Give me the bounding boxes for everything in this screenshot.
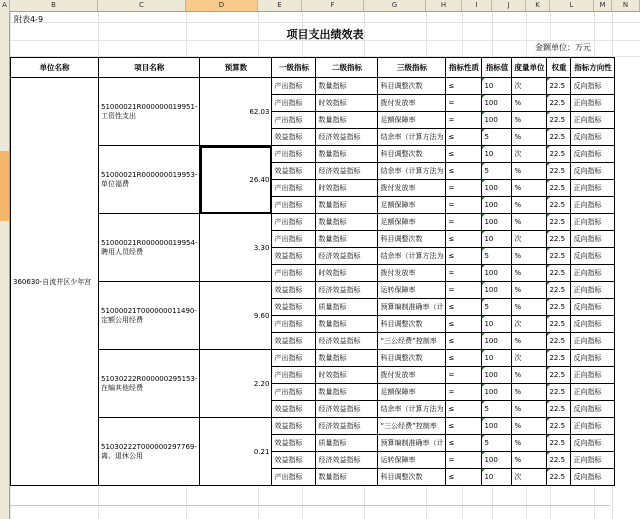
- direction-cell[interactable]: 反向指标: [571, 469, 615, 486]
- level1-cell[interactable]: 产出指标: [272, 316, 316, 333]
- nature-cell[interactable]: =: [446, 95, 482, 112]
- level3-cell[interactable]: 运转保障率: [378, 282, 446, 299]
- level3-cell[interactable]: “三公经费”控制率: [378, 418, 446, 435]
- header-value[interactable]: 指标值: [482, 58, 512, 78]
- weight-cell[interactable]: 22.5: [547, 452, 571, 469]
- measure-unit-cell[interactable]: 次: [512, 469, 547, 486]
- direction-cell[interactable]: 正向指标: [571, 95, 615, 112]
- level3-cell[interactable]: 运转保障率: [378, 452, 446, 469]
- level2-cell[interactable]: 经济效益指标: [316, 248, 378, 265]
- level2-cell[interactable]: 数量指标: [316, 197, 378, 214]
- nature-cell[interactable]: ≤: [446, 129, 482, 146]
- level3-cell[interactable]: 结余率（计算方法为: [378, 163, 446, 180]
- weight-cell[interactable]: 22.5: [547, 214, 571, 231]
- level2-cell[interactable]: 经济效益指标: [316, 129, 378, 146]
- weight-cell[interactable]: 22.5: [547, 384, 571, 401]
- nature-cell[interactable]: =: [446, 384, 482, 401]
- attachment-label: 附表4-9: [14, 15, 44, 24]
- direction-cell[interactable]: 反向指标: [571, 78, 615, 95]
- project-name-cell[interactable]: 51030222R000000295153-在编其他经费: [99, 350, 200, 418]
- level1-cell[interactable]: 效益指标: [272, 282, 316, 299]
- weight-cell[interactable]: 22.5: [547, 112, 571, 129]
- level2-cell[interactable]: 数量指标: [316, 231, 378, 248]
- nature-cell[interactable]: ≤: [446, 78, 482, 95]
- value-cell[interactable]: 10: [482, 146, 512, 163]
- level2-cell[interactable]: 经济效益指标: [316, 333, 378, 350]
- level3-cell[interactable]: 预算编制准确率（计: [378, 435, 446, 452]
- table-header-row: [11, 58, 615, 78]
- header-level3[interactable]: 三级指标: [378, 58, 446, 78]
- column-header-l[interactable]: L: [550, 0, 594, 11]
- weight-cell[interactable]: 22.5: [547, 418, 571, 435]
- direction-cell[interactable]: 反向指标: [571, 316, 615, 333]
- column-header-b[interactable]: B: [10, 0, 98, 11]
- nature-cell[interactable]: ≤: [446, 231, 482, 248]
- value-cell[interactable]: 100: [482, 384, 512, 401]
- level1-cell[interactable]: 产出指标: [272, 214, 316, 231]
- level3-cell[interactable]: 拨付发放率: [378, 265, 446, 282]
- level2-cell[interactable]: 经济效益指标: [316, 452, 378, 469]
- column-header-k[interactable]: K: [526, 0, 550, 11]
- header-level2[interactable]: 二级指标: [316, 58, 378, 78]
- column-header-h[interactable]: H: [426, 0, 462, 11]
- column-header-j[interactable]: J: [492, 0, 526, 11]
- weight-cell[interactable]: 22.5: [547, 401, 571, 418]
- direction-cell[interactable]: 正向指标: [571, 180, 615, 197]
- nature-cell[interactable]: =: [446, 265, 482, 282]
- measure-unit-cell[interactable]: 次: [512, 231, 547, 248]
- weight-cell[interactable]: 22.5: [547, 350, 571, 367]
- measure-unit-cell[interactable]: %: [512, 163, 547, 180]
- level1-cell[interactable]: 效益指标: [272, 129, 316, 146]
- level2-cell[interactable]: 经济效益指标: [316, 282, 378, 299]
- performance-table: [10, 57, 615, 486]
- nature-cell[interactable]: =: [446, 214, 482, 231]
- weight-cell[interactable]: 22.5: [547, 469, 571, 486]
- direction-cell[interactable]: 正向指标: [571, 333, 615, 350]
- sheet-title: 项目支出绩效表: [286, 28, 364, 41]
- header-budget[interactable]: 预算数: [200, 58, 272, 78]
- budget-cell[interactable]: 3.30: [200, 214, 272, 282]
- column-header-d[interactable]: D: [186, 0, 258, 11]
- nature-cell[interactable]: ≤: [446, 350, 482, 367]
- value-cell[interactable]: 5: [482, 401, 512, 418]
- project-name-cell[interactable]: 51000021T000000011490-定额公用经费: [99, 282, 200, 350]
- row-header-bar: [0, 11, 10, 519]
- nature-cell[interactable]: ≤: [446, 418, 482, 435]
- level3-cell[interactable]: 科目调整次数: [378, 316, 446, 333]
- measure-unit-cell[interactable]: 次: [512, 78, 547, 95]
- measure-unit-cell[interactable]: %: [512, 248, 547, 265]
- header-direction[interactable]: 指标方向性: [571, 58, 615, 78]
- level1-cell[interactable]: 产出指标: [272, 469, 316, 486]
- measure-unit-cell[interactable]: %: [512, 384, 547, 401]
- unit-name-cell[interactable]: 360630-自流井区少年宫: [11, 78, 99, 486]
- value-cell[interactable]: 100: [482, 367, 512, 384]
- project-name-cell[interactable]: 51000021R000000019954-聘用人员经费: [99, 214, 200, 282]
- value-cell[interactable]: 100: [482, 265, 512, 282]
- level2-cell[interactable]: 时效指标: [316, 265, 378, 282]
- header-measure-unit[interactable]: 度量单位: [512, 58, 547, 78]
- nature-cell[interactable]: ≤: [446, 401, 482, 418]
- level2-cell[interactable]: 数量指标: [316, 316, 378, 333]
- nature-cell[interactable]: =: [446, 180, 482, 197]
- nature-cell[interactable]: ≤: [446, 299, 482, 316]
- level1-cell[interactable]: 效益指标: [272, 333, 316, 350]
- direction-cell[interactable]: 正向指标: [571, 418, 615, 435]
- table-row: [11, 214, 615, 231]
- value-cell[interactable]: 5: [482, 435, 512, 452]
- nature-cell[interactable]: =: [446, 282, 482, 299]
- level3-cell[interactable]: 足额保障率: [378, 197, 446, 214]
- direction-cell[interactable]: 正向指标: [571, 367, 615, 384]
- column-header-n[interactable]: N: [612, 0, 640, 11]
- weight-cell[interactable]: 22.5: [547, 248, 571, 265]
- level1-cell[interactable]: 产出指标: [272, 95, 316, 112]
- level2-cell[interactable]: 时效指标: [316, 367, 378, 384]
- table-row: [11, 146, 615, 163]
- level2-cell[interactable]: 经济效益指标: [316, 163, 378, 180]
- value-cell[interactable]: 10: [482, 231, 512, 248]
- level2-cell[interactable]: 数量指标: [316, 350, 378, 367]
- column-header-i[interactable]: I: [462, 0, 492, 11]
- measure-unit-cell[interactable]: 次: [512, 350, 547, 367]
- nature-cell[interactable]: ≤: [446, 248, 482, 265]
- nature-cell[interactable]: =: [446, 452, 482, 469]
- level1-cell[interactable]: 产出指标: [272, 265, 316, 282]
- level3-cell[interactable]: 足额保障率: [378, 112, 446, 129]
- column-header-f[interactable]: F: [302, 0, 364, 11]
- weight-cell[interactable]: 22.5: [547, 95, 571, 112]
- weight-cell[interactable]: 22.5: [547, 333, 571, 350]
- level3-cell[interactable]: 拨付发放率: [378, 180, 446, 197]
- level3-cell[interactable]: 拨付发放率: [378, 95, 446, 112]
- level3-cell[interactable]: 科目调整次数: [378, 231, 446, 248]
- measure-unit-cell[interactable]: %: [512, 214, 547, 231]
- value-cell[interactable]: 5: [482, 163, 512, 180]
- level2-cell[interactable]: 经济效益指标: [316, 418, 378, 435]
- measure-unit-cell[interactable]: %: [512, 299, 547, 316]
- table-row: [11, 350, 615, 367]
- weight-cell[interactable]: 22.5: [547, 282, 571, 299]
- value-cell[interactable]: 5: [482, 248, 512, 265]
- weight-cell[interactable]: 22.5: [547, 435, 571, 452]
- budget-cell[interactable]: 9.60: [200, 282, 272, 350]
- direction-cell[interactable]: 正向指标: [571, 265, 615, 282]
- value-cell[interactable]: 5: [482, 299, 512, 316]
- nature-cell[interactable]: =: [446, 112, 482, 129]
- level2-cell[interactable]: 时效指标: [316, 95, 378, 112]
- level1-cell[interactable]: 产出指标: [272, 367, 316, 384]
- column-header-g[interactable]: G: [364, 0, 426, 11]
- direction-cell[interactable]: 反向指标: [571, 299, 615, 316]
- direction-cell[interactable]: 反向指标: [571, 163, 615, 180]
- weight-cell[interactable]: 22.5: [547, 180, 571, 197]
- measure-unit-cell[interactable]: %: [512, 197, 547, 214]
- level2-cell[interactable]: 数量指标: [316, 146, 378, 163]
- level3-cell[interactable]: 科目调整次数: [378, 350, 446, 367]
- level3-cell[interactable]: 科目调整次数: [378, 78, 446, 95]
- nature-cell[interactable]: ≤: [446, 316, 482, 333]
- nature-cell[interactable]: ≤: [446, 146, 482, 163]
- header-unit-name[interactable]: 单位名称: [11, 58, 99, 78]
- project-name-cell[interactable]: 51000021R000000019951-工资性支出: [99, 78, 200, 146]
- level2-cell[interactable]: 数量指标: [316, 384, 378, 401]
- direction-cell[interactable]: 正向指标: [571, 282, 615, 299]
- header-nature[interactable]: 指标性质: [446, 58, 482, 78]
- nature-cell[interactable]: ≤: [446, 469, 482, 486]
- weight-cell[interactable]: 22.5: [547, 197, 571, 214]
- level3-cell[interactable]: 结余率（计算方法为: [378, 248, 446, 265]
- weight-cell[interactable]: 22.5: [547, 367, 571, 384]
- level2-cell[interactable]: 数量指标: [316, 214, 378, 231]
- measure-unit-cell[interactable]: %: [512, 112, 547, 129]
- direction-cell[interactable]: 反向指标: [571, 231, 615, 248]
- measure-unit-cell[interactable]: %: [512, 180, 547, 197]
- measure-unit-cell[interactable]: %: [512, 435, 547, 452]
- nature-cell[interactable]: =: [446, 367, 482, 384]
- nature-cell[interactable]: =: [446, 197, 482, 214]
- column-header-e[interactable]: E: [258, 0, 302, 11]
- weight-cell[interactable]: 22.5: [547, 265, 571, 282]
- nature-cell[interactable]: ≤: [446, 163, 482, 180]
- level1-cell[interactable]: 产出指标: [272, 112, 316, 129]
- level2-cell[interactable]: 质量指标: [316, 435, 378, 452]
- value-cell[interactable]: 100: [482, 180, 512, 197]
- nature-cell[interactable]: ≤: [446, 435, 482, 452]
- value-cell[interactable]: 10: [482, 78, 512, 95]
- level1-cell[interactable]: 效益指标: [272, 163, 316, 180]
- row-header-selected[interactable]: [0, 151, 9, 221]
- column-header-bar: [0, 0, 640, 12]
- level1-cell[interactable]: 效益指标: [272, 435, 316, 452]
- level1-cell[interactable]: 效益指标: [272, 299, 316, 316]
- budget-cell-active[interactable]: 26.40: [200, 146, 272, 214]
- value-cell[interactable]: 10: [482, 316, 512, 333]
- level2-cell[interactable]: 数量指标: [316, 469, 378, 486]
- level2-cell[interactable]: 数量指标: [316, 78, 378, 95]
- level3-cell[interactable]: 拨付发放率: [378, 367, 446, 384]
- value-cell[interactable]: 100: [482, 452, 512, 469]
- level1-cell[interactable]: 效益指标: [272, 248, 316, 265]
- direction-cell[interactable]: 反向指标: [571, 248, 615, 265]
- direction-cell[interactable]: 正向指标: [571, 112, 615, 129]
- weight-cell[interactable]: 22.5: [547, 316, 571, 333]
- level3-cell[interactable]: 科目调整次数: [378, 146, 446, 163]
- column-header-a[interactable]: A: [0, 0, 10, 11]
- level1-cell[interactable]: 产出指标: [272, 384, 316, 401]
- level1-cell[interactable]: 产出指标: [272, 350, 316, 367]
- direction-cell[interactable]: 反向指标: [571, 401, 615, 418]
- level1-cell[interactable]: 产出指标: [272, 180, 316, 197]
- project-name-cell[interactable]: 51030222T000000297769-离、退休公用: [99, 418, 200, 486]
- direction-cell[interactable]: 反向指标: [571, 435, 615, 452]
- weight-cell[interactable]: 22.5: [547, 231, 571, 248]
- header-project-name[interactable]: 项目名称: [99, 58, 200, 78]
- column-header-m[interactable]: M: [594, 0, 612, 11]
- value-cell[interactable]: 100: [482, 333, 512, 350]
- value-cell[interactable]: 100: [482, 197, 512, 214]
- measure-unit-cell[interactable]: %: [512, 129, 547, 146]
- direction-cell[interactable]: 正向指标: [571, 452, 615, 469]
- weight-cell[interactable]: 22.5: [547, 146, 571, 163]
- value-cell[interactable]: 100: [482, 214, 512, 231]
- header-level1[interactable]: 一级指标: [272, 58, 316, 78]
- level1-cell[interactable]: 效益指标: [272, 452, 316, 469]
- measure-unit-cell[interactable]: %: [512, 401, 547, 418]
- weight-cell[interactable]: 22.5: [547, 299, 571, 316]
- direction-cell[interactable]: 反向指标: [571, 350, 615, 367]
- measure-unit-cell[interactable]: %: [512, 95, 547, 112]
- measure-unit-cell[interactable]: %: [512, 282, 547, 299]
- level3-cell[interactable]: 预算编制准确率（计: [378, 299, 446, 316]
- value-cell[interactable]: 100: [482, 112, 512, 129]
- level2-cell[interactable]: 时效指标: [316, 180, 378, 197]
- level2-cell[interactable]: 数量指标: [316, 112, 378, 129]
- measure-unit-cell[interactable]: 次: [512, 316, 547, 333]
- value-cell[interactable]: 5: [482, 129, 512, 146]
- amount-unit-label: 金额单位：万元: [535, 43, 591, 52]
- measure-unit-cell[interactable]: %: [512, 367, 547, 384]
- nature-cell[interactable]: ≤: [446, 333, 482, 350]
- header-weight[interactable]: 权重: [547, 58, 571, 78]
- value-cell[interactable]: 10: [482, 469, 512, 486]
- level3-cell[interactable]: 足额保障率: [378, 214, 446, 231]
- direction-cell[interactable]: 正向指标: [571, 214, 615, 231]
- table-row: [11, 78, 615, 95]
- direction-cell[interactable]: 正向指标: [571, 197, 615, 214]
- level1-cell[interactable]: 效益指标: [272, 418, 316, 435]
- direction-cell[interactable]: 正向指标: [571, 384, 615, 401]
- project-name-cell[interactable]: 51000021R000000019953-单位福费: [99, 146, 200, 214]
- level2-cell[interactable]: 经济效益指标: [316, 401, 378, 418]
- level3-cell[interactable]: “三公经费”控制率: [378, 333, 446, 350]
- level2-cell[interactable]: 质量指标: [316, 299, 378, 316]
- level1-cell[interactable]: 效益指标: [272, 401, 316, 418]
- table-row: [11, 418, 615, 435]
- value-cell[interactable]: 100: [482, 418, 512, 435]
- budget-cell[interactable]: 2.20: [200, 350, 272, 418]
- spreadsheet-grid[interactable]: [10, 12, 640, 519]
- direction-cell[interactable]: 反向指标: [571, 129, 615, 146]
- table-row: [11, 282, 615, 299]
- weight-cell[interactable]: 22.5: [547, 129, 571, 146]
- budget-cell[interactable]: 0.21: [200, 418, 272, 486]
- measure-unit-cell[interactable]: 次: [512, 146, 547, 163]
- measure-unit-cell[interactable]: %: [512, 265, 547, 282]
- measure-unit-cell[interactable]: %: [512, 418, 547, 435]
- value-cell[interactable]: 10: [482, 350, 512, 367]
- budget-cell[interactable]: 62.03: [200, 78, 272, 146]
- column-header-c[interactable]: C: [98, 0, 186, 11]
- level1-cell[interactable]: 产出指标: [272, 197, 316, 214]
- direction-cell[interactable]: 反向指标: [571, 146, 615, 163]
- weight-cell[interactable]: 22.5: [547, 78, 571, 95]
- level1-cell[interactable]: 产出指标: [272, 231, 316, 248]
- measure-unit-cell[interactable]: %: [512, 452, 547, 469]
- value-cell[interactable]: 100: [482, 282, 512, 299]
- level3-cell[interactable]: 结余率（计算方法为: [378, 401, 446, 418]
- weight-cell[interactable]: 22.5: [547, 163, 571, 180]
- level3-cell[interactable]: 结余率（计算方法为: [378, 129, 446, 146]
- measure-unit-cell[interactable]: %: [512, 333, 547, 350]
- level1-cell[interactable]: 产出指标: [272, 146, 316, 163]
- level1-cell[interactable]: 产出指标: [272, 78, 316, 95]
- level3-cell[interactable]: 足额保障率: [378, 384, 446, 401]
- level3-cell[interactable]: 科目调整次数: [378, 469, 446, 486]
- value-cell[interactable]: 100: [482, 95, 512, 112]
